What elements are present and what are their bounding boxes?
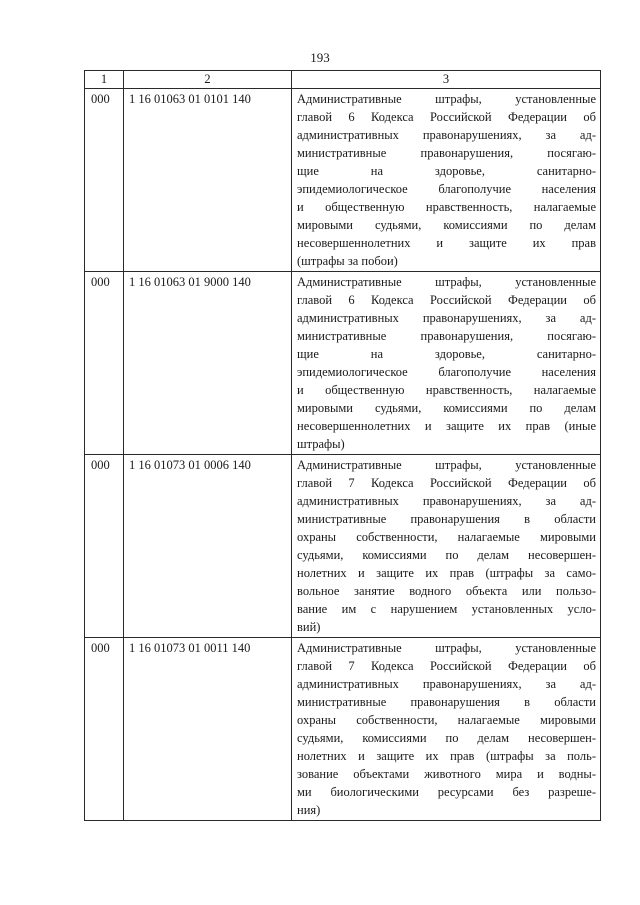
budget-codes-table — [84, 70, 601, 821]
description-line: главой 7 Кодекса Российской Федерации об — [297, 476, 596, 490]
description-line: ния) — [297, 803, 321, 817]
description-line: вий) — [297, 620, 321, 634]
description-line: вание им с нарушением установленных усло- — [297, 602, 596, 616]
description-line: и общественную нравственность, налагаемые — [297, 383, 596, 397]
description-line: щие на здоровье, санитарно- — [297, 164, 596, 178]
description-line: административных правонарушениях, за ад- — [297, 677, 596, 691]
budget-classification-code-cell: 1 16 01063 01 9000 140 — [124, 272, 292, 455]
description-line: Административные штрафы, установленные — [297, 641, 596, 655]
budget-classification-code-cell: 1 16 01073 01 0011 140 — [124, 638, 292, 821]
description-line: несовершеннолетних и защите их прав (иные — [297, 419, 596, 433]
description-cell — [292, 455, 601, 638]
description-cell — [292, 272, 601, 455]
description-line: главой 6 Кодекса Российской Федерации об — [297, 110, 596, 124]
description-line: мировыми судьями, комиссиями по делам — [297, 401, 596, 415]
description-line: охраны собственности, налагаемые мировыми — [297, 530, 596, 544]
description-line: Административные штрафы, установленные — [297, 458, 596, 472]
table-header-row — [85, 71, 601, 89]
description-line: судьями, комиссиями по делам несовершен- — [297, 731, 596, 745]
budget-classification-code-cell: 1 16 01073 01 0006 140 — [124, 455, 292, 638]
description-line: Административные штрафы, установленные — [297, 92, 596, 106]
description-line: щие на здоровье, санитарно- — [297, 347, 596, 361]
description-line: судьями, комиссиями по делам несовершен- — [297, 548, 596, 562]
description-line: министративные правонарушения в области — [297, 512, 596, 526]
description-line: нолетних и защите их прав (штрафы за поль- — [297, 749, 596, 763]
description-line: эпидемиологическое благополучие населения — [297, 365, 596, 379]
description-line: охраны собственности, налагаемые мировыми — [297, 713, 596, 727]
description-line: нолетних и защите их прав (штрафы за само- — [297, 566, 596, 580]
description-line: ми биологическими ресурсами без разреше- — [297, 785, 596, 799]
column-header-3: 3 — [292, 71, 601, 89]
table-row — [85, 272, 601, 455]
description-line: штрафы) — [297, 437, 345, 451]
admin-code-cell: 000 — [85, 272, 124, 455]
table-row — [85, 89, 601, 272]
description-line: эпидемиологическое благополучие населения — [297, 182, 596, 196]
description-line: Административные штрафы, установленные — [297, 275, 596, 289]
description-line: мировыми судьями, комиссиями по делам — [297, 218, 596, 232]
description-line: и общественную нравственность, налагаемые — [297, 200, 596, 214]
description-line: министративные правонарушения, посягаю- — [297, 329, 596, 343]
description-line: несовершеннолетних и защите их прав — [297, 236, 596, 250]
description-line: административных правонарушениях, за ад- — [297, 311, 596, 325]
description-line: административных правонарушениях, за ад- — [297, 494, 596, 508]
table-row — [85, 455, 601, 638]
column-header-1: 1 — [85, 71, 124, 89]
description-line: министративные правонарушения, посягаю- — [297, 146, 596, 160]
description-line: вольное занятие водного объекта или пользо- — [297, 584, 596, 598]
admin-code-cell: 000 — [85, 455, 124, 638]
description-line: зование объектами животного мира и водны- — [297, 767, 596, 781]
description-line: главой 7 Кодекса Российской Федерации об — [297, 659, 596, 673]
description-cell — [292, 638, 601, 821]
admin-code-cell: 000 — [85, 89, 124, 272]
description-line: министративные правонарушения в области — [297, 695, 596, 709]
page-number: 193 — [310, 50, 330, 65]
table-row — [85, 638, 601, 821]
description-line: административных правонарушениях, за ад- — [297, 128, 596, 142]
admin-code-cell: 000 — [85, 638, 124, 821]
column-header-2: 2 — [124, 71, 292, 89]
description-line: главой 6 Кодекса Российской Федерации об — [297, 293, 596, 307]
description-line: (штрафы за побои) — [297, 254, 398, 268]
budget-classification-code-cell: 1 16 01063 01 0101 140 — [124, 89, 292, 272]
description-cell — [292, 89, 601, 272]
